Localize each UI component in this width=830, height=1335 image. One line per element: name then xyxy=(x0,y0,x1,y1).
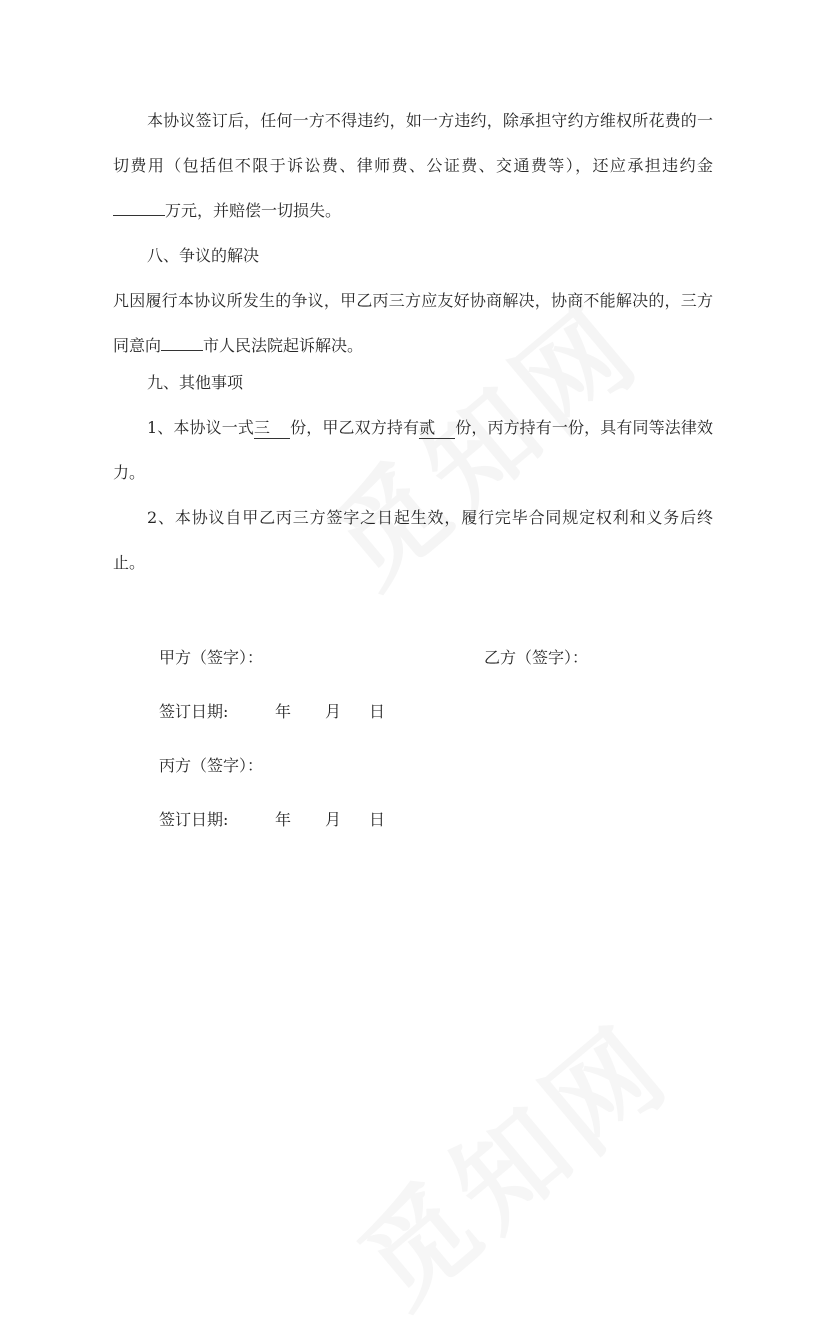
watermark-lower xyxy=(321,983,698,1335)
breach-text-b: 万元，并赔偿一切损失。 xyxy=(165,201,342,220)
dispute-text-b: 市人民法院起诉解决。 xyxy=(203,336,364,355)
month-label: 月 xyxy=(325,702,342,721)
party-a-date-row xyxy=(159,700,385,724)
section-8-heading: 八、争议的解决 xyxy=(147,246,260,265)
year-label: 年 xyxy=(275,810,292,829)
copies-text-c: 份，丙方持有一份，具有同等法律效力。 xyxy=(113,418,713,482)
date-label: 签订日期: xyxy=(159,702,229,721)
copies-clause xyxy=(113,405,713,495)
breach-clause xyxy=(113,98,713,233)
section-9-heading: 九、其他事项 xyxy=(147,373,244,392)
copies-text-a: 1、本协议一式 xyxy=(147,418,255,437)
date-label: 签订日期: xyxy=(159,810,229,829)
effect-clause: 2、本协议自甲乙丙三方签字之日起生效，履行完毕合同规定权利和义务后终止。 xyxy=(113,508,713,572)
court-city-blank xyxy=(161,350,203,351)
dispute-clause xyxy=(113,278,713,368)
day-label: 日 xyxy=(369,810,386,829)
breach-text-a: 本协议签订后，任何一方不得违约，如一方违约，除承担守约方维权所花费的一切费用（包括但不限于诉讼费、律师费、公证费、交通费等），还应承担违约金 xyxy=(113,111,713,175)
party-c-signature-label: 丙方（签字）： xyxy=(159,756,264,775)
copies-text-b: 份，甲乙双方持有 xyxy=(290,418,420,437)
copies-total-blank: 三 xyxy=(254,418,290,439)
party-b-signature-label: 乙方（签字）： xyxy=(484,648,589,667)
party-a-signature-label: 甲方（签字）： xyxy=(159,648,264,667)
month-label: 月 xyxy=(325,810,342,829)
year-label: 年 xyxy=(275,702,292,721)
dispute-text-a: 凡因履行本协议所发生的争议，甲乙丙三方应友好协商解决，协商不能解决的，三方同意向 xyxy=(113,291,713,355)
day-label: 日 xyxy=(369,702,386,721)
party-c-date-row xyxy=(159,808,385,832)
copies-ab-blank: 贰 xyxy=(419,418,455,439)
penalty-amount-blank xyxy=(113,215,165,216)
